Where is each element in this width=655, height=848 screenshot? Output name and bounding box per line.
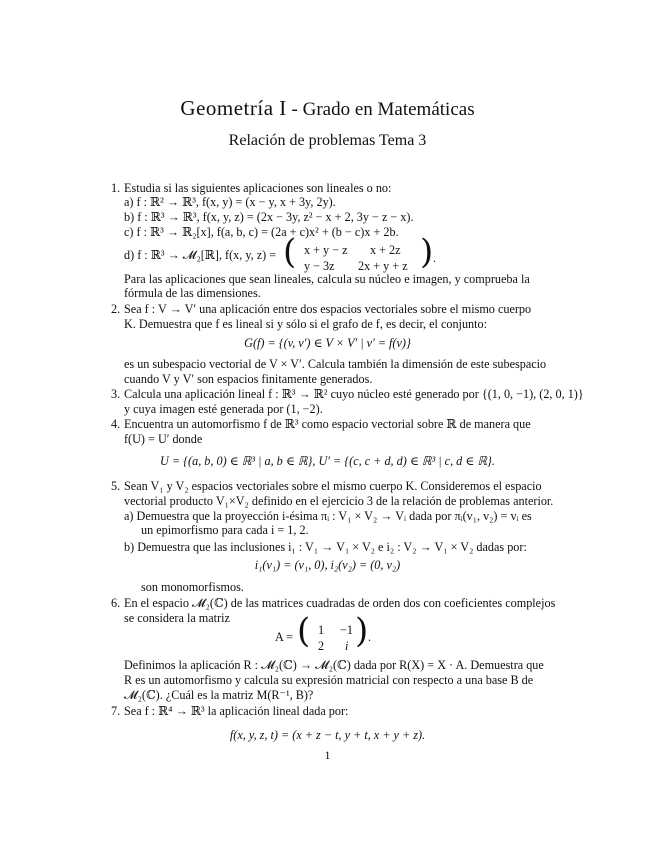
text-line: f(U) = U′ donde	[124, 432, 203, 446]
problem-number: 7.	[111, 704, 121, 718]
text-line: un epimorfismo para cada i = 1, 2.	[141, 523, 309, 537]
matrix-d-left-paren: (	[283, 232, 297, 272]
text-line: Sean V₁ y V₂ espacios vectoriales sobre el mismo cuerpo K. Consideremos el espacio	[124, 479, 542, 493]
matrix-d-cell: x + 2z	[370, 243, 401, 257]
matrix-a-label: A =	[275, 630, 294, 644]
matrix-a-cell: −1	[340, 623, 353, 637]
text-line: b) Demuestra que las inclusiones i₁ : V₁ → V₁ × V₂ e i₂ : V₂ → V₁ × V₂ dadas por:	[124, 540, 527, 554]
text-line: b) f : ℝ³ → ℝ³, f(x, y, z) = (2x − 3y, z² − x + 2, 3y − z − x).	[124, 210, 414, 224]
text-line: En el espacio 𝓜₂(ℂ) de las matrices cuadradas de orden dos con coeficientes complejos	[124, 596, 556, 610]
text-line: Encuentra un automorfismo f de ℝ³ como espacio vectorial sobre ℝ de manera que	[124, 417, 531, 431]
text-line: vectorial producto V₁×V₂ definido en el ejercicio 3 de la relación de problemas anterior.	[124, 494, 554, 508]
text-line: cuando V y V′ son espacios finitamente generados.	[124, 372, 373, 386]
problem-number: 1.	[111, 181, 121, 195]
text-line: R es un automorfismo y calcula su expresión matricial con respecto a una base B de	[124, 673, 534, 687]
text-line: se considera la matriz	[124, 611, 230, 625]
problem-number: 6.	[111, 596, 121, 610]
matrix-a-cell: i	[345, 639, 349, 653]
matrix-d-cell: 2x + y + z	[358, 259, 408, 273]
text-line: fórmula de las dimensiones.	[124, 286, 261, 300]
display-equation: U = {(a, b, 0) ∈ ℝ³ | a, b ∈ ℝ}, U′ = {(c, c + d, d) ∈ ℝ³ | c, d ∈ ℝ}.	[160, 454, 495, 468]
text-line: es un subespacio vectorial de V × V′. Calcula también la dimensión de este subespacio	[124, 357, 547, 371]
problem-number: 2.	[111, 302, 121, 316]
text-line: son monomorfismos.	[141, 580, 244, 594]
display-equation: G(f) = {(v, v′) ∈ V × V′ | v′ = f(v)}	[244, 336, 411, 350]
text-line: Sea f : V → V′ una aplicación entre dos espacios vectoriales sobre el mismo cuerpo	[124, 302, 532, 316]
page-number: 1	[324, 748, 331, 762]
text-line: Calcula una aplicación lineal f : ℝ³ → ℝ² cuyo núcleo esté generado por {(1, 0, −1), (2, 0, 1)}	[124, 387, 584, 401]
text-line: Sea f : ℝ⁴ → ℝ³ la aplicación lineal dada por:	[124, 704, 349, 718]
matrix-d-right-paren: )	[420, 232, 434, 272]
text-line: Estudia si las siguientes aplicaciones son lineales o no:	[124, 181, 392, 195]
display-equation: f(x, y, z, t) = (x + z − t, y + t, x + y + z).	[229, 728, 426, 742]
matrix-a-cell: 1	[318, 623, 325, 637]
text-line: Definimos la aplicación R : 𝓜₂(ℂ) → 𝓜₂(ℂ) dada por R(X) = X · A. Demuestra que	[124, 658, 544, 672]
text-line: d) f : ℝ³ → 𝓜₂[ℝ], f(x, y, z) =	[124, 248, 277, 262]
page-title	[0, 96, 655, 121]
text-line: a) f : ℝ² → ℝ³, f(x, y) = (x − y, x + 3y, 2y).	[124, 195, 336, 209]
matrix-a-trail: .	[368, 630, 372, 644]
text-line: K. Demuestra que f es lineal si y sólo si el grafo de f, es decir, el conjunto:	[124, 317, 488, 331]
matrix-d-cell: y − 3z	[304, 259, 335, 273]
matrix-d-trail: .	[433, 251, 437, 265]
text-line: c) f : ℝ³ → ℝ₂[x], f(a, b, c) = (2a + c)x² + (b − c)x + 2b.	[124, 225, 399, 239]
problem-number: 5.	[111, 479, 121, 493]
display-equation: i₁(v₁) = (v₁, 0), i₂(v₂) = (0, v₂)	[254, 558, 401, 572]
page-subtitle: Relación de problemas Tema 3	[228, 132, 427, 149]
matrix-a-left-paren: (	[297, 611, 311, 651]
matrix-a-right-paren: )	[355, 611, 369, 651]
matrix-a-cell: 2	[318, 639, 325, 653]
title-rest: - Grado en Matemáticas	[286, 99, 475, 120]
matrix-d-cell: x + y − z	[304, 243, 348, 257]
problem-number: 3.	[111, 387, 121, 401]
text-line: Para las aplicaciones que sean lineales, calcula su núcleo e imagen, y comprueba la	[124, 272, 530, 286]
title-main: Geometría I	[180, 96, 287, 120]
problem-number: 4.	[111, 417, 121, 431]
text-line: a) Demuestra que la proyección i-ésima πᵢ : V₁ × V₂ → Vᵢ dada por πᵢ(v₁, v₂) = vᵢ es	[124, 509, 532, 523]
text-line: y cuya imagen esté generada por (1, −2).	[124, 402, 323, 416]
text-line: 𝓜₂(ℂ). ¿Cuál es la matriz M(R⁻¹, B)?	[124, 688, 314, 702]
